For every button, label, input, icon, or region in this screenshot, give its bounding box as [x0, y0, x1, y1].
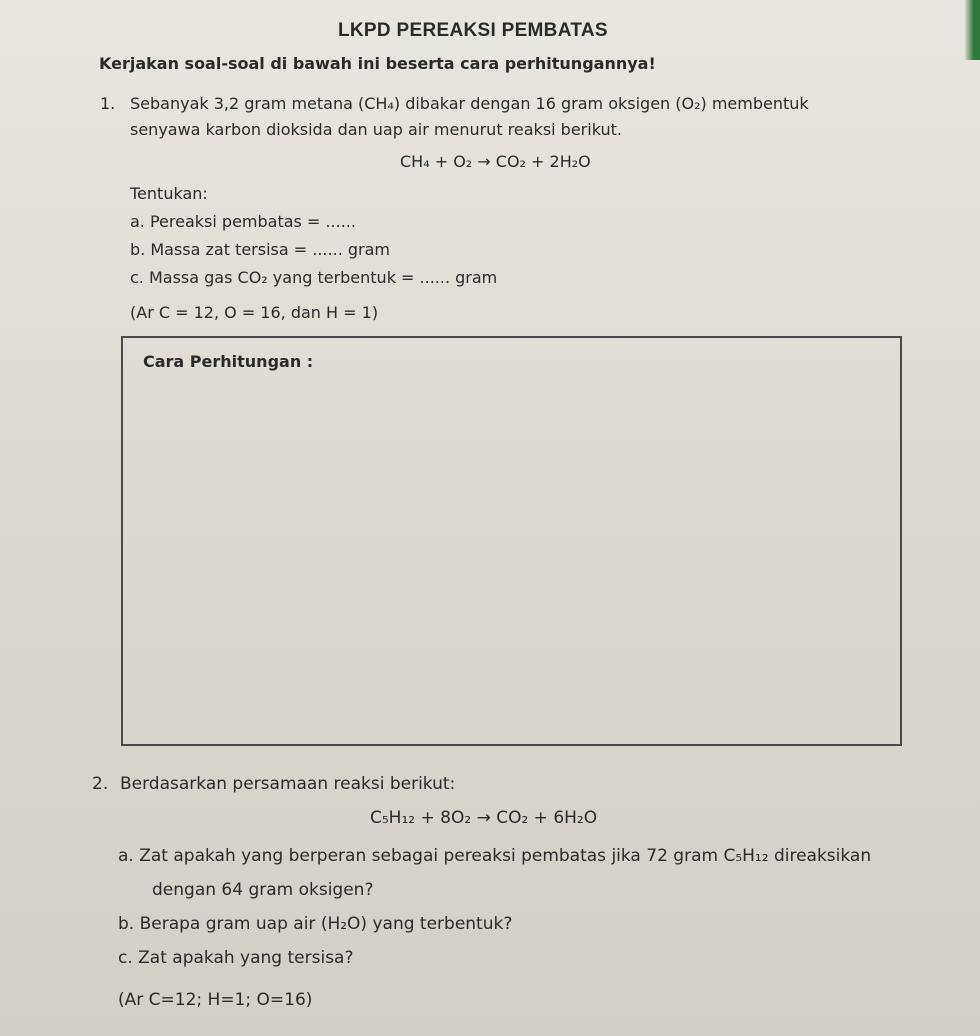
q1-atomic-masses: (Ar C = 12, O = 16, dan H = 1): [130, 303, 379, 322]
q2-item-c: c. Zat apakah yang tersisa?: [118, 948, 354, 968]
q2-equation: C₅H₁₂ + 8O₂ → CO₂ + 6H₂O: [370, 808, 598, 828]
instruction-text: Kerjakan soal-soal di bawah ini beserta cara perhitungannya!: [99, 54, 656, 73]
q1-item-b: b. Massa zat tersisa = ...... gram: [130, 240, 390, 259]
answer-box-label: Cara Perhitungan :: [143, 352, 314, 371]
q1-text-line1: Sebanyak 3,2 gram metana (CH₄) dibakar dengan 16 gram oksigen (O₂) membentuk: [130, 94, 809, 113]
q1-item-a: a. Pereaksi pembatas = ......: [130, 212, 356, 231]
q2-atomic-masses: (Ar C=12; H=1; O=16): [118, 990, 313, 1010]
q2-item-a-line2: dengan 64 gram oksigen?: [152, 880, 374, 900]
answer-box[interactable]: [121, 336, 902, 746]
q1-item-c: c. Massa gas CO₂ yang terbentuk = ...... gram: [130, 268, 498, 287]
q2-item-b: b. Berapa gram uap air (H₂O) yang terbentuk?: [118, 914, 513, 934]
q1-tentukan: Tentukan:: [130, 184, 208, 203]
q2-item-a-line1: a. Zat apakah yang berperan sebagai pereaksi pembatas jika 72 gram C₅H₁₂ direaksikan: [118, 846, 872, 866]
q2-number: 2.: [92, 774, 109, 794]
q1-number: 1.: [100, 94, 116, 113]
q1-equation: CH₄ + O₂ → CO₂ + 2H₂O: [400, 152, 591, 171]
page-title: LKPD PEREAKSI PEMBATAS: [338, 20, 608, 41]
q1-text-line2: senyawa karbon dioksida dan uap air menurut reaksi berikut.: [130, 120, 622, 139]
q2-intro: Berdasarkan persamaan reaksi berikut:: [120, 774, 456, 794]
background-edge: [964, 0, 980, 60]
